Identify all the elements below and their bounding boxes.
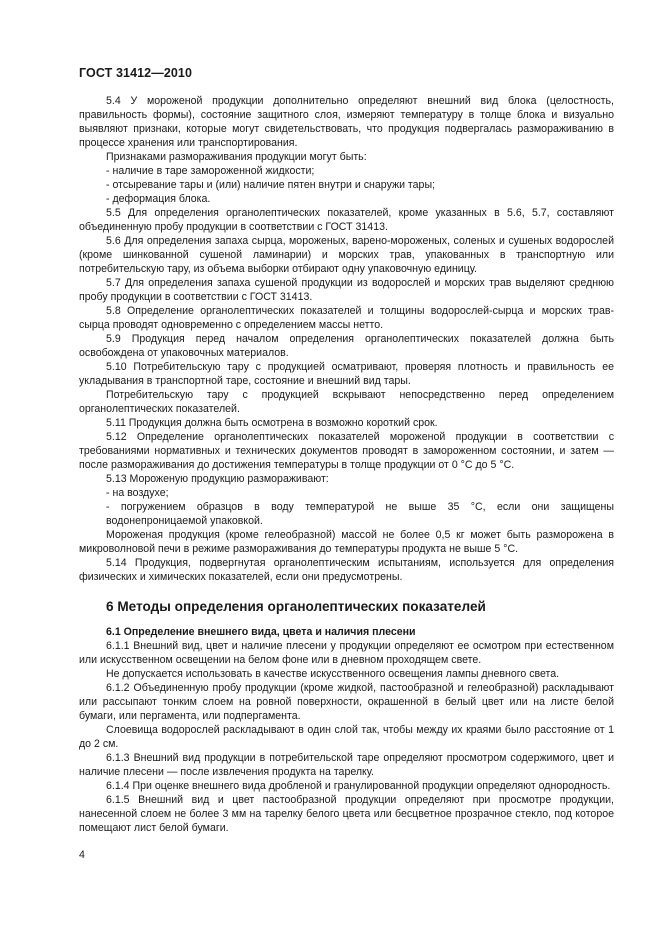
document-body — [79, 94, 614, 835]
paragraph: Слоевища водорослей раскладывают в один слой так, чтобы между их краями было расстояние от 1 до 2 см. — [79, 724, 614, 750]
paragraph: 5.13 Мороженую продукцию размораживают: — [106, 473, 329, 485]
list-item: - погружением образцов в воду температурой не выше 35 °C, если они защищены водонепроницаемой упаковкой. — [106, 501, 614, 527]
paragraph: 6.1.1 Внешний вид, цвет и наличие плесени у продукции определяют ее осмотром при естественном или искусственном освещении на белом фоне или в дневном проходящем свете. — [79, 640, 614, 666]
paragraph: Не допускается использовать в качестве искусственного освещения лампы дневного света. — [106, 668, 560, 680]
paragraph: 5.10 Потребительскую тару с продукцией осматривают, проверяя плотность и правильность ее укладывания в транспортной таре, состояние и внешний вид тары. — [79, 361, 614, 387]
paragraph: Признаками размораживания продукции могут быть: — [106, 151, 367, 163]
paragraph: 5.9 Продукция перед началом определения органолептических показателей должна быть освобождена от упаковочных материалов. — [79, 333, 614, 359]
section-heading: 6 Методы определения органолептических показателей — [106, 599, 486, 614]
paragraph: 6.1.4 При оценке внешнего вида дробленой и гранулированной продукции определяют однородность. — [106, 780, 611, 792]
paragraph: 5.11 Продукция должна быть осмотрена в возможно короткий срок. — [106, 417, 438, 429]
paragraph: Потребительскую тару с продукцией вскрывают непосредственно перед определением органолептических показателей. — [79, 389, 614, 415]
paragraph: 5.8 Определение органолептических показателей и толщины водорослей-сырца и морских трав-сырца проводят одновременно с определением массы нетто. — [79, 305, 614, 331]
paragraph: 5.12 Определение органолептических показателей мороженой продукции в соответствии с требованиями нормативных и технических документов проводят в замороженном состоянии, и затем — после размораживания до достижения температуры в толще продукции от 0 °C до 5 °C. — [79, 431, 614, 471]
paragraph: 5.5 Для определения органолептических показателей, кроме указанных в 5.6, 5.7, составляют объединенную пробу продукции в соответствии с ГОСТ 31413. — [79, 207, 614, 233]
paragraph: 5.14 Продукция, подвергнутая органолептическим испытаниям, используется для определения физических и химических показателей, если они предусмотрены. — [79, 557, 614, 583]
list-item: - на воздухе; — [106, 487, 169, 499]
page-number: 4 — [79, 849, 85, 861]
paragraph: 5.6 Для определения запаха сырца, мороженых, варено-мороженых, соленых и сушеных водорослей (кроме шинкованной сушеной ламинарии) и морских трав, упакованных в транспортную или потребительскую тару, из объема выборки отбирают одну упаковочную единицу. — [79, 235, 614, 275]
paragraph: 6.1.3 Внешний вид продукции в потребительской таре определяют просмотром содержимого, цвет и наличие плесени — после извлечения продукта на тарелку. — [79, 752, 614, 778]
paragraph: 6.1.2 Объединенную пробу продукции (кроме жидкой, пастообразной и гелеобразной) раскладывают или рассыпают тонким слоем на ровной поверхности, окрашенной в белый цвет или на листе белой бумаги, или пергамента, или подпергамента. — [79, 682, 614, 722]
paragraph: Мороженая продукция (кроме гелеобразной) массой не более 0,5 кг может быть разморожена в микроволновой печи в режиме размораживания до температуры продукта не выше 5 °C. — [79, 529, 614, 555]
list-item: - деформация блока. — [106, 193, 211, 205]
paragraph: 5.7 Для определения запаха сушеной продукции из водорослей и морских трав выделяют среднюю пробу продукции в соответствии с ГОСТ 31413. — [79, 277, 614, 303]
subsection-heading: 6.1 Определение внешнего вида, цвета и наличия плесени — [106, 626, 416, 638]
paragraph: 5.4 У мороженой продукции дополнительно определяют внешний вид блока (целостность, правильность формы), состояние защитного слоя, измеряют температуру в толще блока и визуально выявляют признаки, которые могут свидетельствовать, что продукция подвергалась размораживанию в процессе хранения или транспортирования. — [79, 95, 614, 149]
standard-header: ГОСТ 31412—2010 — [79, 66, 193, 80]
list-item: - наличие в таре замороженной жидкости; — [106, 165, 315, 177]
paragraph: 6.1.5 Внешний вид и цвет пастообразной продукции определяют при просмотре продукции, нанесенной слоем не более 3 мм на тарелку белого цвета или бесцветное прозрачное стекло, под которое помещают лист белой бумаги. — [79, 794, 614, 834]
list-item: - отсыревание тары и (или) наличие пятен внутри и снаружи тары; — [106, 179, 436, 191]
